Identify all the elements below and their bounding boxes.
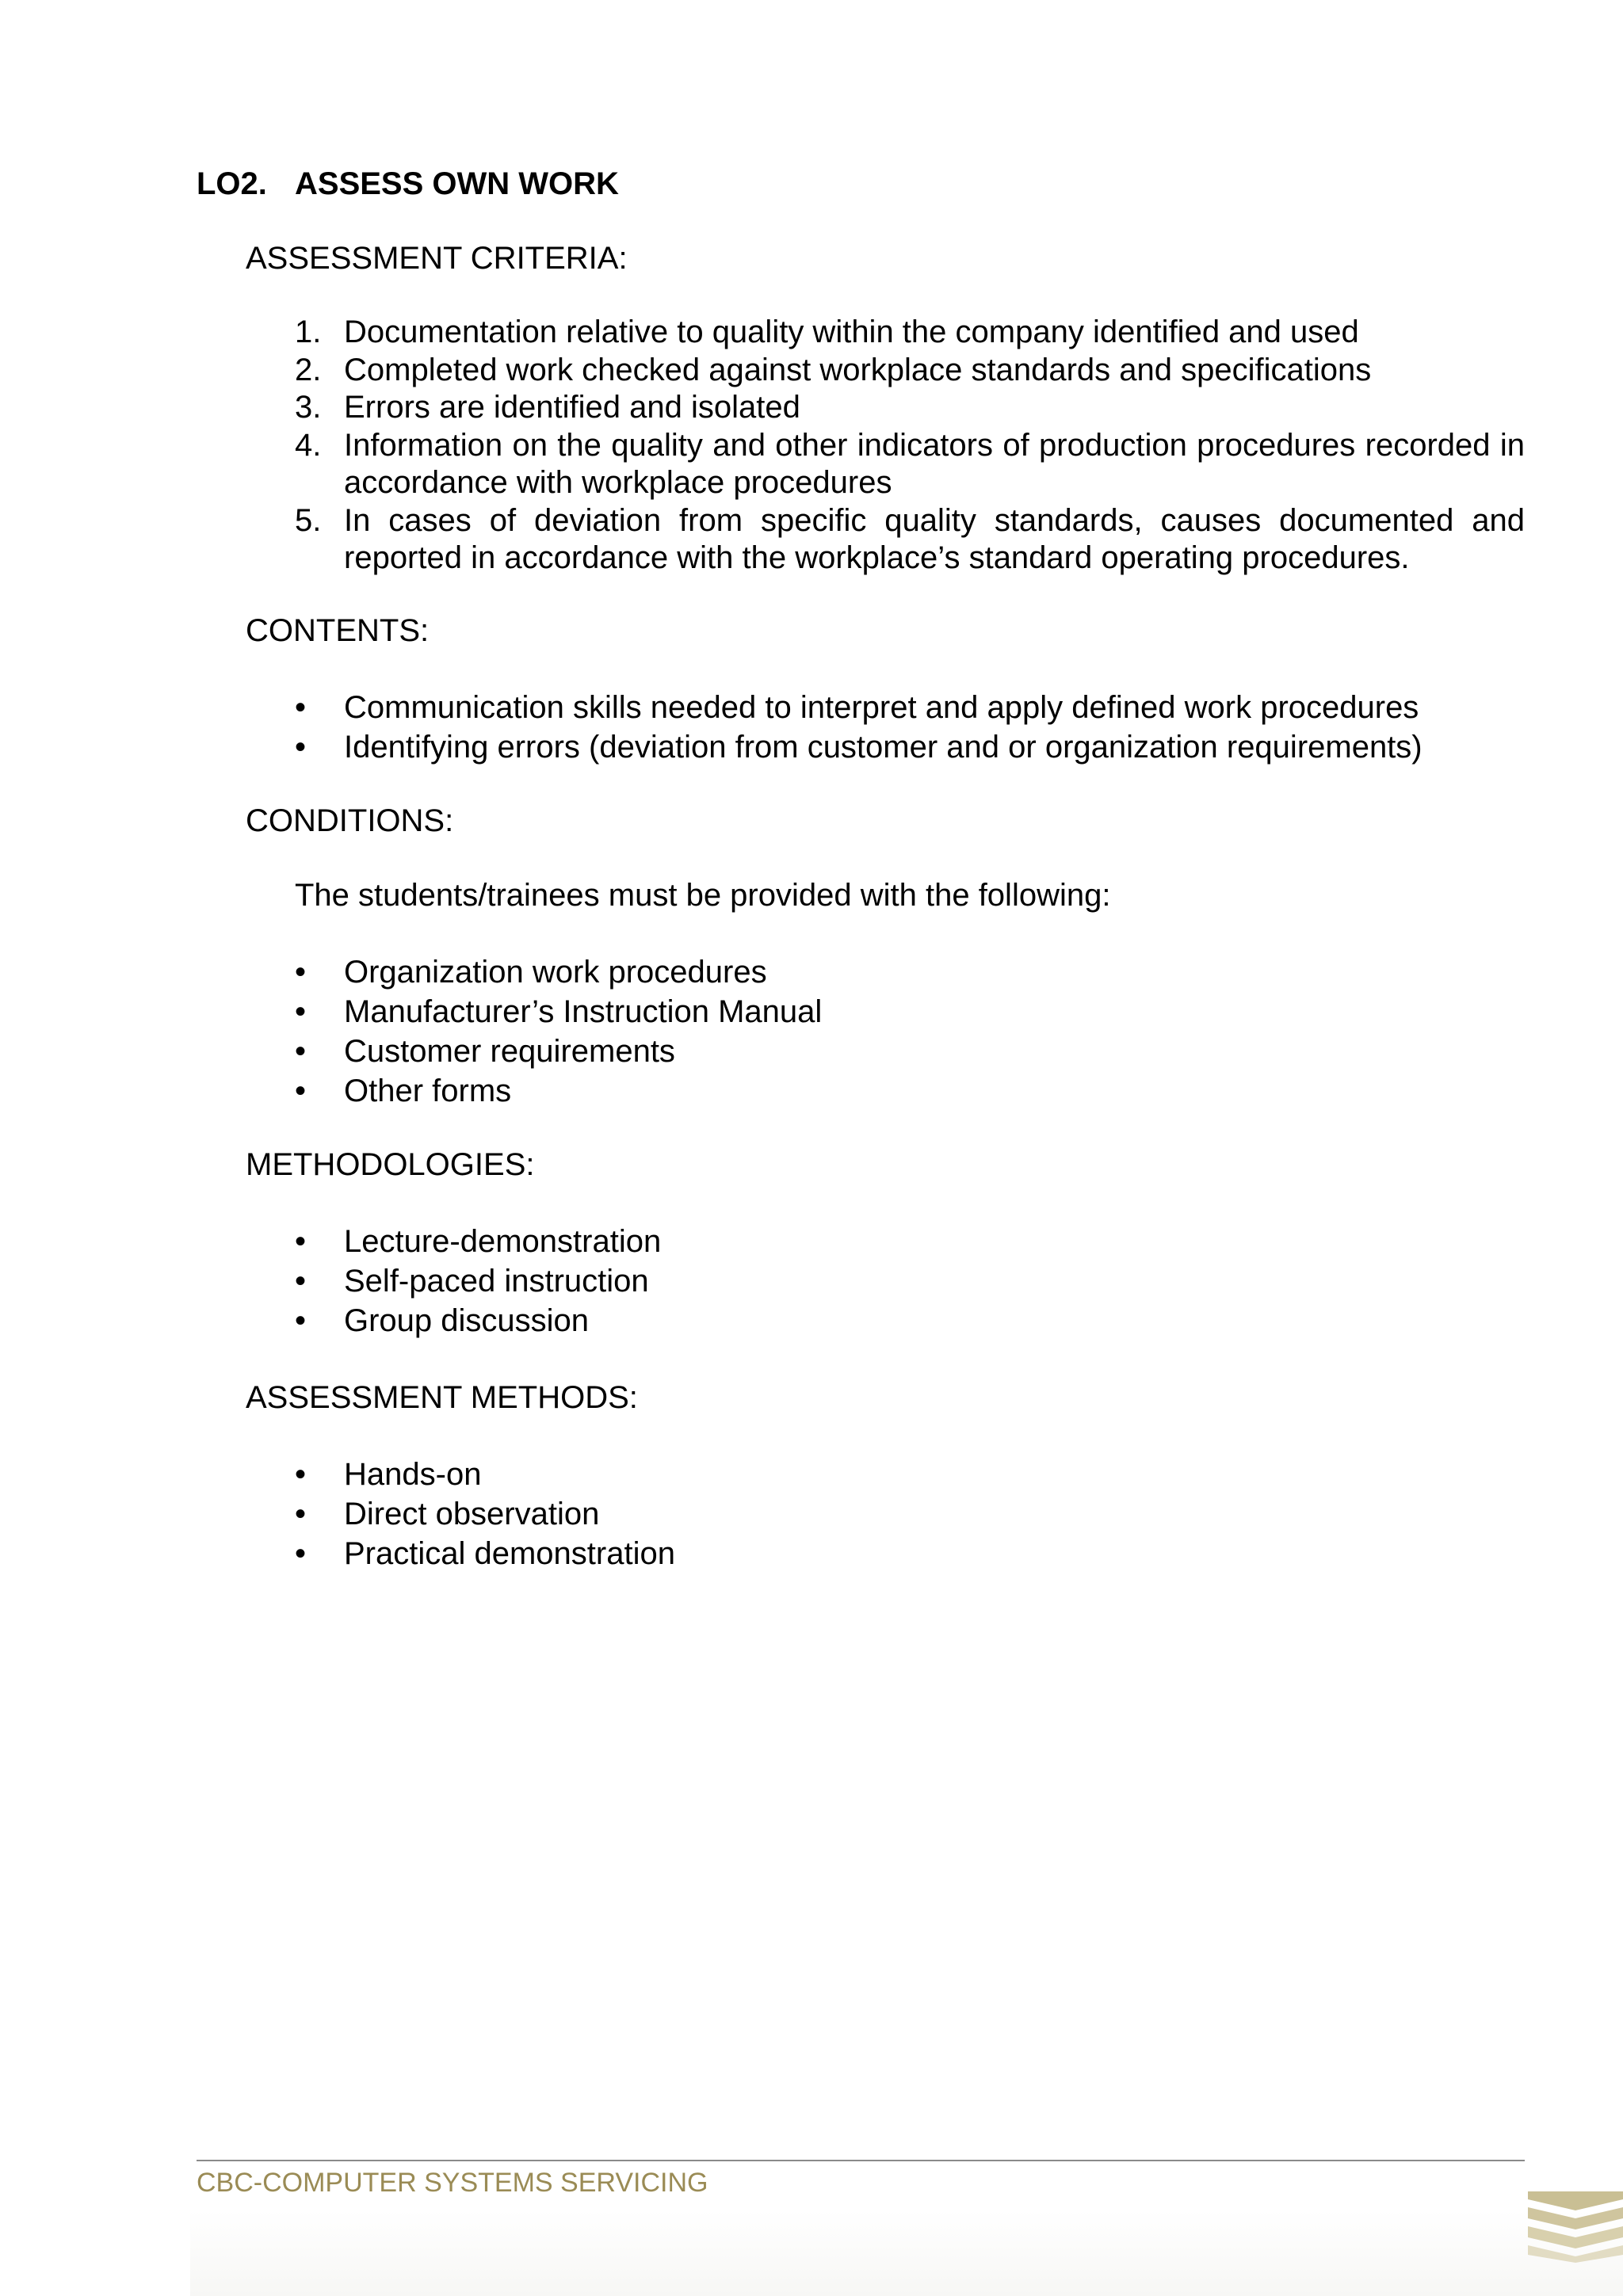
assessment-methods-list: [295, 1455, 1525, 1573]
item-number: 2.: [295, 352, 322, 387]
assessment-methods-label: ASSESSMENT METHODS:: [246, 1380, 638, 1415]
list-item: [295, 427, 1525, 502]
assessment-criteria-label: ASSESSMENT CRITERIA:: [246, 241, 628, 276]
item-text: Documentation relative to quality within the company identified and used: [344, 315, 1359, 349]
item-text: Communication skills needed to interpret and apply defined work procedures: [344, 690, 1419, 725]
item-text: Hands-on: [344, 1457, 482, 1492]
item-text: Other forms: [344, 1074, 512, 1108]
footer-band: [190, 2210, 1623, 2296]
list-item: [295, 1494, 1525, 1534]
bullet: •: [295, 1303, 307, 1338]
list-item: [295, 314, 1525, 352]
item-text: Errors are identified and isolated: [344, 390, 800, 425]
methodologies-list: [295, 1222, 1525, 1341]
list-item: [295, 502, 1525, 578]
learning-outcome-code: LO2.: [197, 166, 267, 201]
contents-label: CONTENTS:: [246, 613, 430, 648]
bullet: •: [295, 1034, 307, 1069]
item-text: Manufacturer’s Instruction Manual: [344, 994, 823, 1029]
bullet: •: [295, 1074, 307, 1108]
footer-divider: [197, 2160, 1525, 2161]
chevron-stack-icon: [1522, 2191, 1623, 2263]
bullet: •: [295, 955, 307, 990]
item-text: Completed work checked against workplace standards and specifications: [344, 352, 1372, 387]
item-text: Organization work procedures: [344, 955, 767, 990]
item-text: Practical demonstration: [344, 1536, 675, 1571]
bullet: •: [295, 1224, 307, 1259]
footer-title: CBC-COMPUTER SYSTEMS SERVICING: [197, 2168, 708, 2198]
list-item: [295, 1261, 1525, 1301]
list-item: [295, 727, 1525, 767]
list-item: [295, 1222, 1525, 1261]
item-number: 3.: [295, 390, 322, 425]
bullet: •: [295, 730, 307, 765]
list-item: [295, 952, 1525, 992]
learning-outcome-title: ASSESS OWN WORK: [295, 166, 619, 201]
bullet: •: [295, 1497, 307, 1531]
assessment-criteria-list: [295, 314, 1525, 578]
bullet: •: [295, 1457, 307, 1492]
item-text: Identifying errors (deviation from customer and or organization requirements): [344, 730, 1423, 765]
item-number: 4.: [295, 427, 322, 463]
bullet: •: [295, 994, 307, 1029]
item-text: Lecture-demonstration: [344, 1224, 662, 1259]
list-item: [295, 1534, 1525, 1573]
item-text: Customer requirements: [344, 1034, 675, 1069]
item-text: Information on the quality and other indicators of production procedures recorded in accordance with workplace procedures: [344, 427, 1525, 500]
item-number: 5.: [295, 502, 322, 538]
chevron-top: [1528, 2191, 1623, 2210]
item-number: 1.: [295, 315, 322, 349]
chevron-upper: [1528, 2207, 1623, 2229]
list-item: [295, 1455, 1525, 1494]
learning-outcome-heading: [197, 165, 619, 203]
list-item: [295, 389, 1525, 427]
contents-list: [295, 688, 1525, 767]
list-item: [295, 1032, 1525, 1071]
list-item: [295, 992, 1525, 1032]
bullet: •: [295, 1536, 307, 1571]
item-text: Self-paced instruction: [344, 1264, 649, 1299]
conditions-label: CONDITIONS:: [246, 803, 454, 838]
item-text: In cases of deviation from specific quality standards, causes documented and reported in accordance with the workplace’s standard operating procedures.: [344, 502, 1525, 575]
chevron-middle: [1528, 2226, 1623, 2248]
conditions-list: [295, 952, 1525, 1111]
list-item: [295, 688, 1525, 727]
list-item: [295, 1071, 1525, 1111]
list-item: [295, 1301, 1525, 1341]
conditions-intro: The students/trainees must be provided with the following:: [295, 878, 1111, 913]
bullet: •: [295, 1264, 307, 1299]
item-text: Group discussion: [344, 1303, 590, 1338]
methodologies-label: METHODOLOGIES:: [246, 1147, 535, 1182]
item-text: Direct observation: [344, 1497, 600, 1531]
bullet: •: [295, 690, 307, 725]
list-item: [295, 352, 1525, 390]
